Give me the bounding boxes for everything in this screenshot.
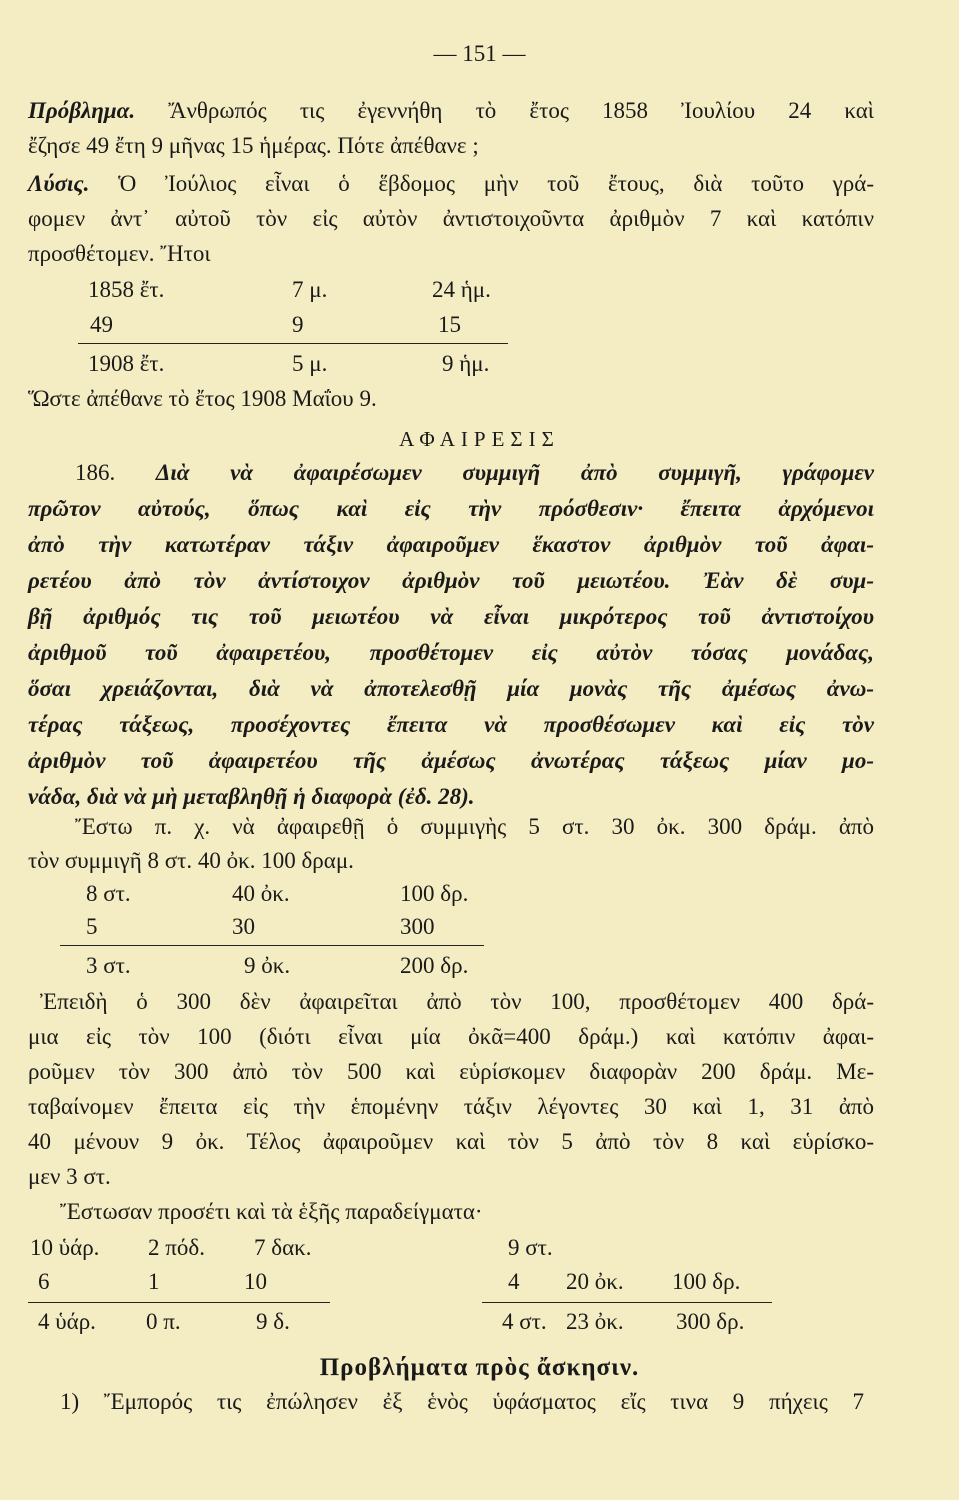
rule-line-7: ὅσαι χρειάζονται, διὰ νὰ ἀποτελεσθῇ μία μονὰς τῆς ἀμέσως ἀνω- <box>28 676 874 701</box>
exb-res-c3: 300 δρ. <box>676 1309 745 1334</box>
exb-res-c1: 4 στ. <box>502 1309 547 1334</box>
sub-res-c3: 200 δρ. <box>400 953 469 978</box>
exb-r2-c3: 100 δρ. <box>672 1269 741 1294</box>
exercises-title: Προβλήματα πρὸς ἄσκησιν. <box>319 1354 640 1381</box>
exa-res-c2: 0 π. <box>146 1309 181 1334</box>
exercise-1: 1) Ἔμπορός τις ἐπώλησεν ἐξ ἑνὸς ὑφάσματος εἴς τινα 9 πήχεις 7 <box>60 1389 864 1414</box>
add-r2-c1: 49 <box>90 312 113 337</box>
sub-res-c2: 9 ὀκ. <box>244 953 291 978</box>
exb-res-c2: 23 ὀκ. <box>566 1309 624 1334</box>
example-b-rule <box>482 1302 772 1303</box>
subtraction-rule <box>60 945 484 946</box>
problem-label: Πρόβλημα. <box>28 98 136 123</box>
exa-r1-c2: 2 πόδ. <box>148 1235 205 1260</box>
add-res-c1: 1908 ἔτ. <box>88 351 165 376</box>
sub-r2-c2: 30 <box>232 914 255 939</box>
exa-res-c3: 9 δ. <box>256 1309 290 1334</box>
rule-line-6: ἀριθμοῦ τοῦ ἀφαιρετέου, προσθέτομεν εἰς αὐτὸν τόσας μονάδας, <box>28 640 874 665</box>
explanation-line-3: ροῦμεν τὸν 300 ἀπὸ τὸν 500 καὶ εὑρίσκομεν διαφορὰν 200 δράμ. Με- <box>28 1059 874 1084</box>
more-examples-intro: Ἔστωσαν προσέτι καὶ τὰ ἑξῆς παραδείγματα· <box>60 1199 483 1224</box>
sub-r1-c2: 40 ὀκ. <box>232 881 290 906</box>
rule-line-5: βῇ ἀριθμός τις τοῦ μειωτέου νὰ εἶναι μικρότερος τοῦ ἀντιστοίχου <box>28 604 874 629</box>
example-a-rule <box>28 1302 330 1303</box>
add-r1-c3: 24 ἡμ. <box>432 277 491 302</box>
exb-r2-c1: 4 <box>508 1269 520 1294</box>
explanation-line-4: ταβαίνομεν ἔπειτα εἰς τὴν ἑπομένην τάξιν λέγοντες 30 καὶ 1, 31 ἀπὸ <box>28 1094 874 1119</box>
conclusion: Ὥστε ἀπέθανε τὸ ἔτος 1908 Μαΐου 9. <box>28 386 377 411</box>
sub-r2-c1: 5 <box>86 914 98 939</box>
example-line-1: Ἔστω π. χ. νὰ ἀφαιρεθῇ ὁ συμμιγὴς 5 στ. 30 ὀκ. 300 δράμ. ἀπὸ <box>75 814 874 839</box>
problem-line-2: ἔζησε 49 ἔτη 9 μῆνας 15 ἡμέρας. Πότε ἀπέθανε ; <box>28 133 479 158</box>
explanation-line-1: Ἐπειδὴ ὁ 300 δὲν ἀφαιρεῖται ἀπὸ τὸν 100, προσθέτομεν 400 δρά- <box>40 989 874 1014</box>
exb-r2-c2: 20 ὀκ. <box>566 1269 624 1294</box>
solution-line-2: φομεν ἀντ᾽ αὐτοῦ τὸν εἰς αὐτὸν ἀντιστοιχοῦντα ἀριθμὸν 7 καὶ κατόπιν <box>28 206 874 231</box>
add-r2-c3: 15 <box>438 312 461 337</box>
sub-r2-c3: 300 <box>400 914 435 939</box>
add-r1-c1: 1858 ἔτ. <box>88 277 165 302</box>
exa-r1-c3: 7 δακ. <box>254 1235 312 1260</box>
exb-r1-c1: 9 στ. <box>508 1235 553 1260</box>
exa-res-c1: 4 ὑάρ. <box>38 1309 96 1334</box>
rule-line-8: τέρας τάξεως, προσέχοντες ἔπειτα νὰ προσθέσωμεν καὶ εἰς τὸν <box>28 712 874 737</box>
exa-r1-c1: 10 ὑάρ. <box>30 1235 100 1260</box>
rule-line-3: ἀπὸ τὴν κατωτέραν τάξιν ἀφαιροῦμεν ἕκαστον ἀριθμὸν τοῦ ἀφαι- <box>28 532 874 557</box>
problem-line-1: Πρόβλημα. Ἄνθρωπός τις ἐγεννήθη τὸ ἔτος 1858 Ἰουλίου 24 καὶ <box>28 98 874 123</box>
example-line-2: τὸν συμμιγῆ 8 στ. 40 ὀκ. 100 δραμ. <box>28 848 354 873</box>
rule-line-10: νάδα, διὰ νὰ μὴ μεταβληθῇ ἡ διαφορὰ (ἐδ. 28). <box>28 784 475 809</box>
explanation-line-6: μεν 3 στ. <box>28 1164 111 1189</box>
add-r2-c2: 9 <box>292 312 304 337</box>
sub-r1-c3: 100 δρ. <box>400 881 469 906</box>
sub-res-c1: 3 στ. <box>86 953 131 978</box>
addition-rule <box>78 343 508 344</box>
explanation-line-2: μια εἰς τὸν 100 (διότι εἶναι μία ὀκᾶ=400 δράμ.) καὶ κατόπιν ἀφαι- <box>28 1024 874 1049</box>
exa-r2-c1: 6 <box>38 1269 50 1294</box>
add-r1-c2: 7 μ. <box>292 277 328 302</box>
section-title: ΑΦΑΙΡΕΣΙΣ <box>399 427 560 451</box>
rule-line-4: ρετέου ἀπὸ τὸν ἀντίστοιχον ἀριθμὸν τοῦ μειωτέου. Ἐὰν δὲ συμ- <box>28 568 874 593</box>
page-number: — 151 — <box>433 41 526 66</box>
exa-r2-c2: 1 <box>148 1269 160 1294</box>
rule-line-9: ἀριθμὸν τοῦ ἀφαιρετέου τῆς ἀμέσως ἀνωτέρας τάξεως μίαν μο- <box>28 748 874 773</box>
rule-line-1: 186. Διὰ νὰ ἀφαιρέσωμεν συμμιγῆ ἀπὸ συμμιγῆ, γράφομεν <box>75 460 875 485</box>
solution-line-3: προσθέτομεν. Ἤτοι <box>28 241 211 266</box>
solution-label: Λύσις. <box>28 171 90 196</box>
solution-line-1: Λύσις. Ὁ Ἰούλιος εἶναι ὁ ἕβδομος μὴν τοῦ ἔτους, διὰ τοῦτο γρά- <box>28 171 874 196</box>
exa-r2-c3: 10 <box>244 1269 267 1294</box>
add-res-c2: 5 μ. <box>292 351 328 376</box>
sub-r1-c1: 8 στ. <box>86 881 131 906</box>
rule-line-2: πρῶτον αὐτούς, ὅπως καὶ εἰς τὴν πρόσθεσιν· ἔπειτα ἀρχόμενοι <box>28 496 874 521</box>
add-res-c3: 9 ἡμ. <box>442 351 490 376</box>
paragraph-number: 186. <box>75 460 116 485</box>
explanation-line-5: 40 μένουν 9 ὀκ. Τέλος ἀφαιροῦμεν καὶ τὸν 5 ἀπὸ τὸν 8 καὶ εὑρίσκο- <box>28 1129 874 1154</box>
